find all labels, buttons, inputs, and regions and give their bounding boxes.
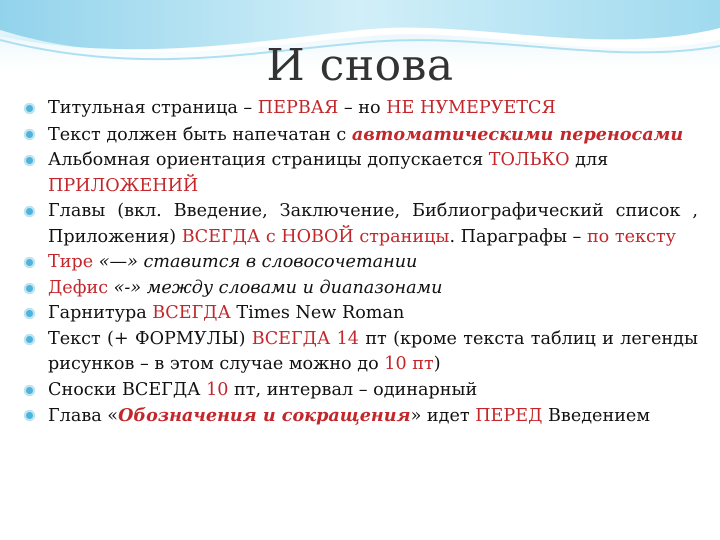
bullet-icon <box>24 308 35 319</box>
list-item-text: » идет <box>410 406 476 426</box>
list-item-text: Текст должен быть напечатан с <box>48 124 352 145</box>
list-item-text: по тексту <box>586 226 676 247</box>
list-item-text: ВСЕГДА <box>152 303 231 323</box>
list-item <box>22 378 698 404</box>
list-item-text: НЕ НУМЕРУЕТСЯ <box>386 98 556 118</box>
list-item <box>22 327 698 378</box>
list-item-text: Сноски ВСЕГДА <box>48 379 207 400</box>
bullet-icon <box>24 385 35 396</box>
list-item-text: «—» ставится в словосочетании <box>93 252 418 272</box>
bullet-icon <box>24 283 35 294</box>
list-item <box>22 301 698 327</box>
bullet-icon <box>24 155 35 166</box>
list-item-text: автоматическими переносами <box>351 123 684 145</box>
list-item-text: Альбомная ориентация страницы допускается <box>48 150 489 170</box>
bullet-list <box>22 96 698 430</box>
list-item-text: . Параграфы – <box>449 226 587 247</box>
list-item-text: ПЕРЕД <box>475 406 543 426</box>
bullet-icon <box>24 410 35 421</box>
list-item-text: Гарнитура <box>48 303 153 323</box>
list-item-text: ТОЛЬКО <box>488 150 570 170</box>
list-item-text: Введением <box>542 406 651 426</box>
list-item-text: «-» между словами и диапазонами <box>108 277 443 298</box>
list-item-text: пт, интервал – одинарный <box>228 379 478 400</box>
bullet-icon <box>24 206 35 217</box>
list-item-text: для <box>569 150 609 170</box>
list-item-text: Times New Roman <box>230 303 405 323</box>
list-item <box>22 122 698 149</box>
list-item-text: Главы (вкл. Введение, Заключение, Библиографический список , Приложения) <box>48 201 698 247</box>
list-item-text: 10 пт <box>384 354 434 374</box>
list-item-text: пт (кроме текста таблиц и легенды рисунков – в этом случае можно до <box>48 328 698 374</box>
list-item-text: Титульная страница – <box>48 98 258 118</box>
bullet-icon <box>24 103 35 114</box>
list-item-text: – но <box>338 98 387 118</box>
bullet-icon <box>24 334 35 345</box>
bullet-icon <box>24 129 35 140</box>
list-item-text: 10 <box>206 379 229 400</box>
list-item <box>22 148 698 199</box>
list-item-text: ВСЕГДА 14 <box>251 328 359 349</box>
slide-title: И снова <box>266 40 454 91</box>
list-item-text: Глава « <box>48 406 119 426</box>
list-item-text: Обозначения и сокращения <box>118 405 411 426</box>
bullet-icon <box>24 257 35 268</box>
list-item-text: ПЕРВАЯ <box>257 98 339 118</box>
list-item-text: Дефис <box>48 277 109 298</box>
list-item <box>22 199 698 250</box>
list-item-text: ПРИЛОЖЕНИЙ <box>48 175 199 196</box>
list-item-text: Тире <box>48 252 94 272</box>
list-item-text: ) <box>433 354 441 374</box>
list-item <box>22 96 698 122</box>
list-item <box>22 403 698 430</box>
list-item <box>22 250 698 276</box>
list-item-text: ВСЕГДА с НОВОЙ страницы <box>181 226 450 247</box>
list-item-text: Текст (+ ФОРМУЛЫ) <box>48 328 252 349</box>
list-item <box>22 276 698 302</box>
